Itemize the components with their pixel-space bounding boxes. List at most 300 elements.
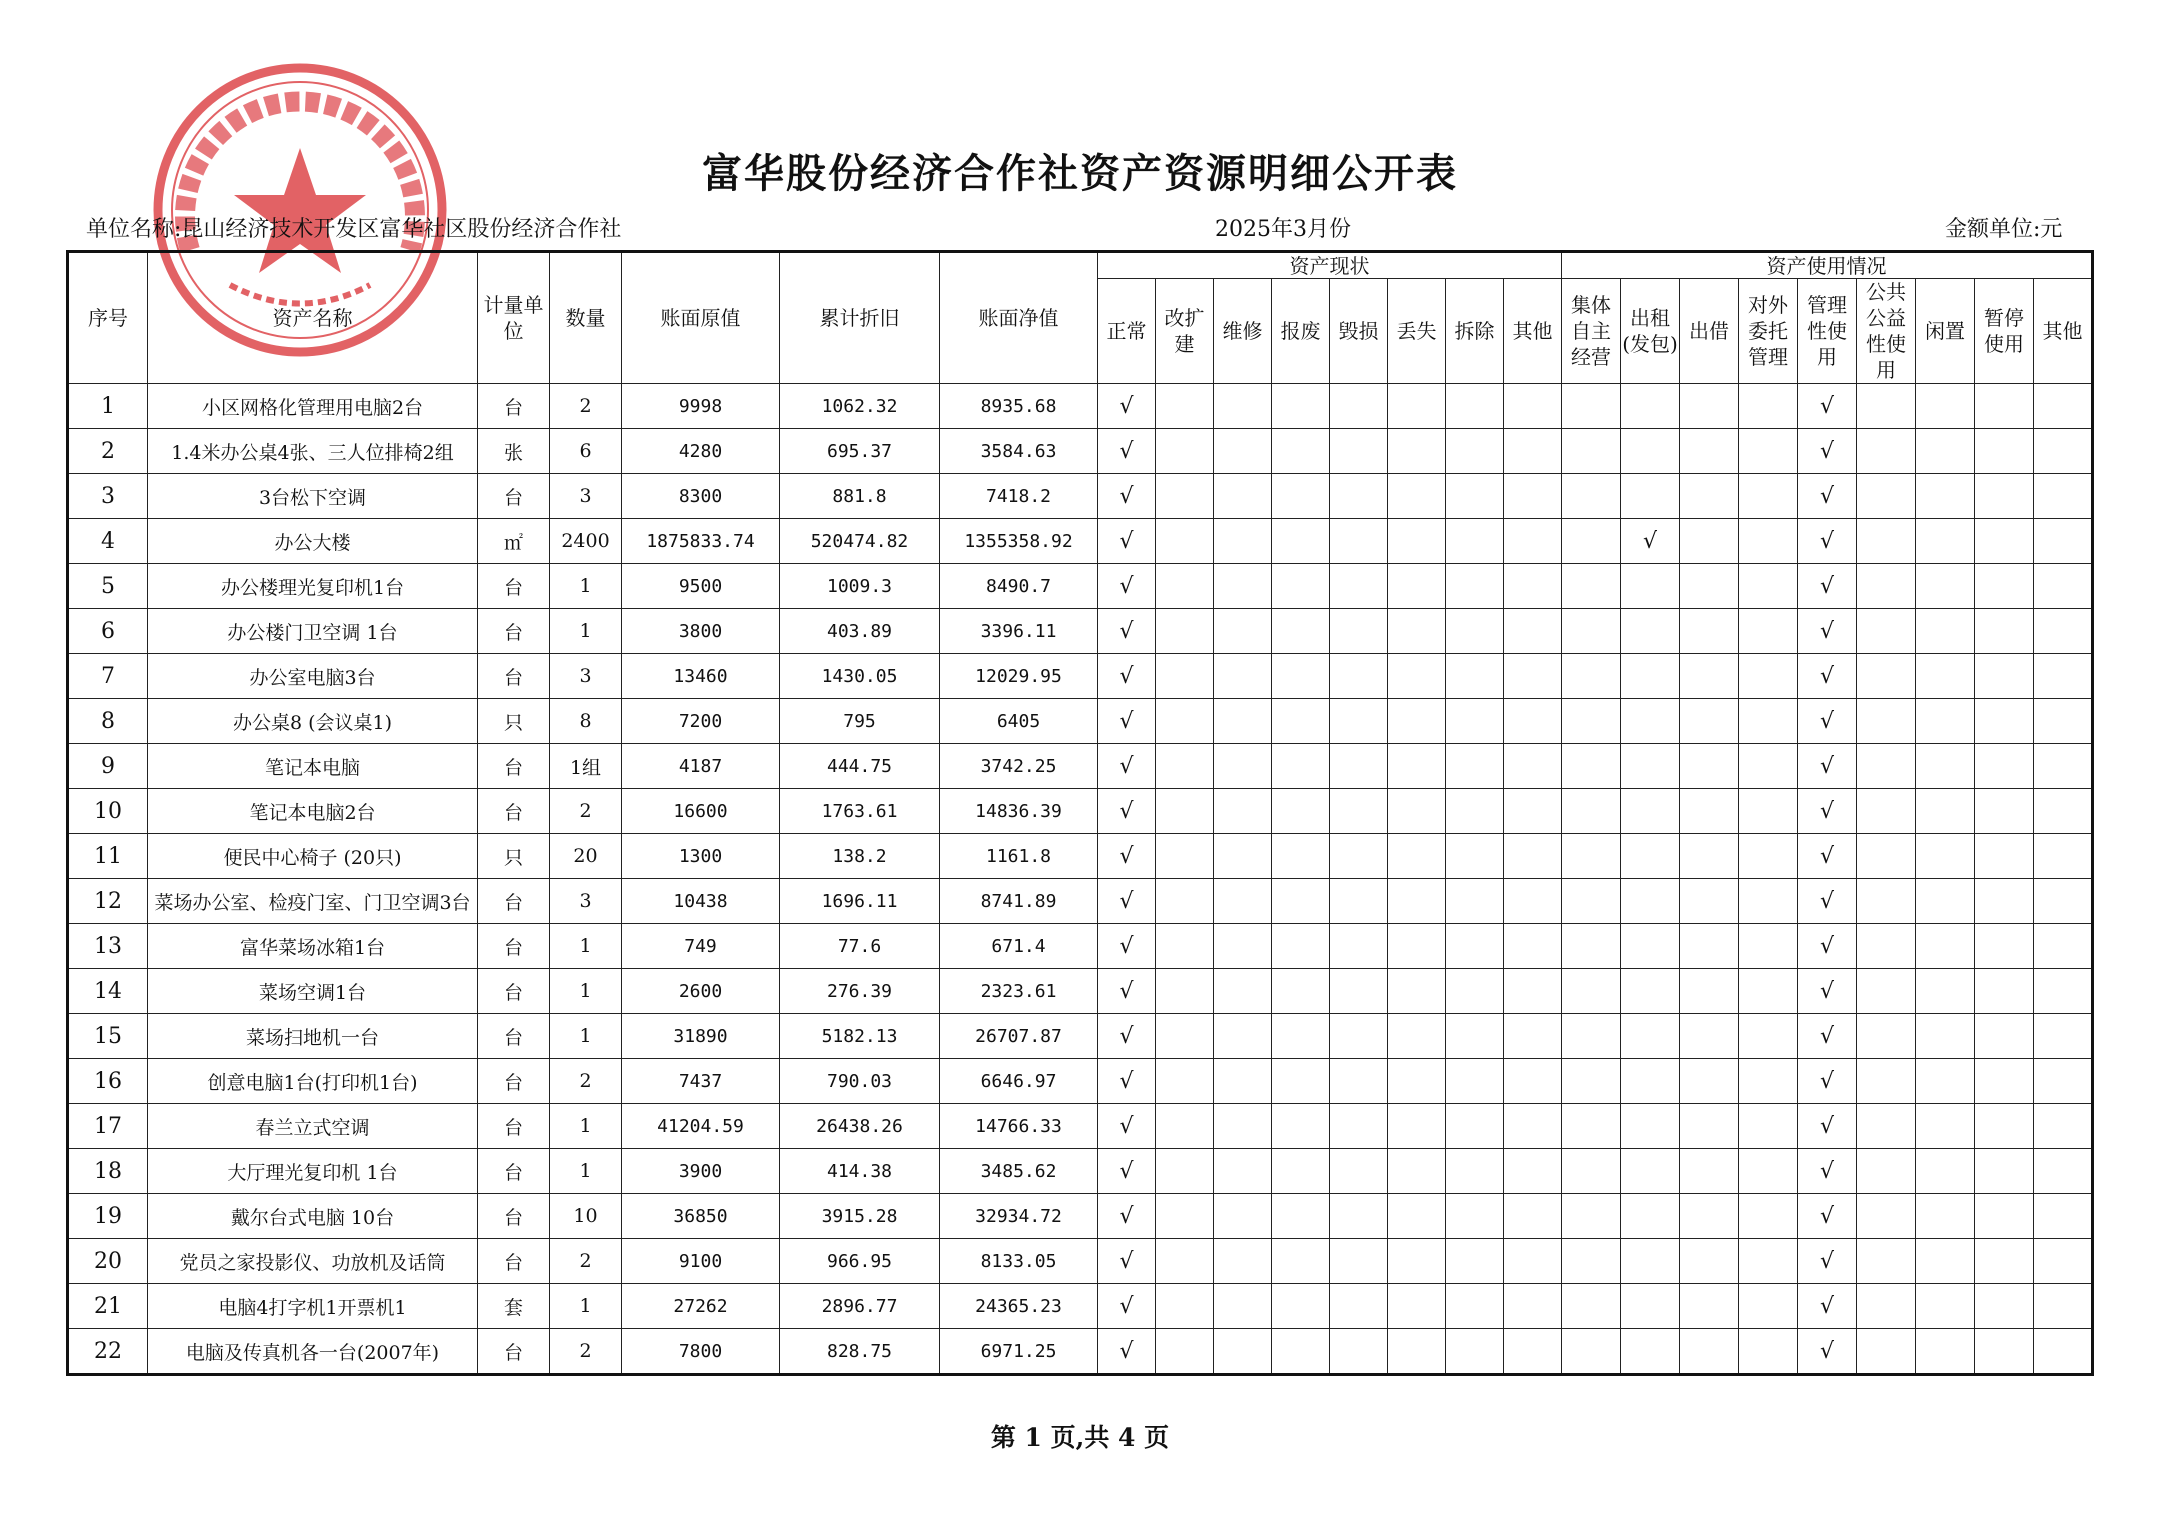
row-original-value: 2600 <box>622 969 780 1014</box>
usage-cell <box>1975 969 2034 1014</box>
usage-cell <box>1739 1284 1798 1329</box>
table-row <box>68 384 2093 429</box>
row-index: 9 <box>68 744 148 789</box>
header-usage-3: 对外委托管理 <box>1739 279 1798 384</box>
table-row <box>68 474 2093 519</box>
status-cell <box>1156 474 1214 519</box>
usage-cell <box>1562 744 1621 789</box>
row-accumulated-depreciation: 966.95 <box>780 1239 940 1284</box>
row-accumulated-depreciation: 138.2 <box>780 834 940 879</box>
usage-check-mark: √ <box>1798 1239 1857 1284</box>
header-status-7: 其他 <box>1504 279 1562 384</box>
status-cell <box>1330 1059 1388 1104</box>
status-check-mark: √ <box>1098 744 1156 789</box>
status-cell <box>1156 384 1214 429</box>
row-original-value: 4187 <box>622 744 780 789</box>
row-quantity: 2 <box>550 384 622 429</box>
usage-check-mark: √ <box>1798 384 1857 429</box>
status-cell <box>1214 1194 1272 1239</box>
row-accumulated-depreciation: 881.8 <box>780 474 940 519</box>
usage-cell <box>2034 1059 2093 1104</box>
status-cell <box>1156 1059 1214 1104</box>
usage-cell <box>1916 384 1975 429</box>
usage-cell <box>1975 1239 2034 1284</box>
usage-cell <box>1680 1104 1739 1149</box>
row-net-value: 671.4 <box>940 924 1098 969</box>
status-cell <box>1272 474 1330 519</box>
row-index: 20 <box>68 1239 148 1284</box>
status-check-mark: √ <box>1098 1104 1156 1149</box>
usage-check-mark: √ <box>1798 564 1857 609</box>
status-cell <box>1272 969 1330 1014</box>
usage-cell <box>1680 1284 1739 1329</box>
status-cell <box>1156 654 1214 699</box>
usage-cell <box>1975 1149 2034 1194</box>
usage-cell <box>1975 609 2034 654</box>
usage-check-mark: √ <box>1798 789 1857 834</box>
status-cell <box>1504 1104 1562 1149</box>
status-cell <box>1446 609 1504 654</box>
usage-cell <box>1621 834 1680 879</box>
usage-cell <box>1621 654 1680 699</box>
status-cell <box>1214 924 1272 969</box>
usage-cell <box>1562 969 1621 1014</box>
usage-cell <box>1739 1329 1798 1375</box>
row-quantity: 20 <box>550 834 622 879</box>
status-cell <box>1214 744 1272 789</box>
status-cell <box>1446 789 1504 834</box>
usage-cell <box>1621 384 1680 429</box>
row-accumulated-depreciation: 695.37 <box>780 429 940 474</box>
status-cell <box>1388 1284 1446 1329</box>
row-accumulated-depreciation: 828.75 <box>780 1329 940 1375</box>
usage-check-mark: √ <box>1798 969 1857 1014</box>
usage-cell <box>1680 1194 1739 1239</box>
usage-cell <box>1916 1284 1975 1329</box>
row-unit: 台 <box>478 924 550 969</box>
row-unit: 台 <box>478 969 550 1014</box>
status-cell <box>1330 924 1388 969</box>
status-cell <box>1504 1059 1562 1104</box>
usage-cell <box>1562 1329 1621 1375</box>
status-check-mark: √ <box>1098 789 1156 834</box>
status-cell <box>1504 1014 1562 1059</box>
usage-cell <box>1975 429 2034 474</box>
table-row <box>68 654 2093 699</box>
status-cell <box>1156 699 1214 744</box>
status-cell <box>1388 1014 1446 1059</box>
row-accumulated-depreciation: 444.75 <box>780 744 940 789</box>
usage-cell <box>1562 519 1621 564</box>
table-row <box>68 1059 2093 1104</box>
status-cell <box>1330 1194 1388 1239</box>
usage-cell <box>1680 924 1739 969</box>
usage-cell <box>1562 384 1621 429</box>
usage-cell <box>1857 1329 1916 1375</box>
usage-cell <box>1562 1284 1621 1329</box>
usage-cell <box>1739 384 1798 429</box>
status-cell <box>1214 1239 1272 1284</box>
usage-cell <box>1857 834 1916 879</box>
row-unit: 台 <box>478 879 550 924</box>
row-original-value: 7200 <box>622 699 780 744</box>
status-cell <box>1388 1059 1446 1104</box>
usage-cell <box>1916 1149 1975 1194</box>
row-unit: 台 <box>478 1194 550 1239</box>
status-cell <box>1388 879 1446 924</box>
row-unit: 台 <box>478 564 550 609</box>
row-quantity: 1 <box>550 1284 622 1329</box>
usage-cell <box>1975 1104 2034 1149</box>
row-asset-name: 电脑及传真机各一台(2007年) <box>148 1329 478 1375</box>
usage-cell <box>1680 564 1739 609</box>
usage-cell <box>1857 744 1916 789</box>
status-cell <box>1214 384 1272 429</box>
row-net-value: 14766.33 <box>940 1104 1098 1149</box>
status-cell <box>1504 789 1562 834</box>
row-asset-name: 办公室电脑3台 <box>148 654 478 699</box>
row-asset-name: 便民中心椅子 (20只) <box>148 834 478 879</box>
status-cell <box>1330 1149 1388 1194</box>
row-quantity: 1 <box>550 1149 622 1194</box>
status-cell <box>1330 429 1388 474</box>
row-net-value: 8490.7 <box>940 564 1098 609</box>
status-cell <box>1446 969 1504 1014</box>
table-row <box>68 519 2093 564</box>
usage-cell <box>1621 969 1680 1014</box>
usage-cell <box>2034 564 2093 609</box>
usage-check-mark: √ <box>1798 1149 1857 1194</box>
table-row <box>68 924 2093 969</box>
table-row <box>68 1284 2093 1329</box>
usage-check-mark: √ <box>1798 744 1857 789</box>
usage-cell <box>2034 1239 2093 1284</box>
row-index: 3 <box>68 474 148 519</box>
asset-ledger-table <box>66 250 2094 1376</box>
usage-cell <box>1739 789 1798 834</box>
status-cell <box>1214 609 1272 654</box>
status-cell <box>1272 834 1330 879</box>
row-accumulated-depreciation: 414.38 <box>780 1149 940 1194</box>
table-row <box>68 969 2093 1014</box>
usage-cell <box>1739 969 1798 1014</box>
status-cell <box>1330 1104 1388 1149</box>
status-cell <box>1330 564 1388 609</box>
row-asset-name: 菜场扫地机一台 <box>148 1014 478 1059</box>
status-cell <box>1330 744 1388 789</box>
usage-cell <box>1975 834 2034 879</box>
status-cell <box>1272 744 1330 789</box>
row-index: 14 <box>68 969 148 1014</box>
usage-cell <box>1739 654 1798 699</box>
usage-cell <box>1621 1149 1680 1194</box>
row-net-value: 8741.89 <box>940 879 1098 924</box>
usage-cell <box>1916 834 1975 879</box>
row-quantity: 1 <box>550 969 622 1014</box>
status-check-mark: √ <box>1098 384 1156 429</box>
row-asset-name: 春兰立式空调 <box>148 1104 478 1149</box>
status-check-mark: √ <box>1098 609 1156 654</box>
usage-cell <box>1975 1329 2034 1375</box>
row-net-value: 8935.68 <box>940 384 1098 429</box>
status-cell <box>1272 654 1330 699</box>
usage-cell <box>1621 564 1680 609</box>
usage-cell <box>1857 654 1916 699</box>
usage-cell <box>1857 1239 1916 1284</box>
table-row <box>68 1104 2093 1149</box>
usage-cell <box>2034 609 2093 654</box>
table-row <box>68 1329 2093 1375</box>
header-status-group: 资产现状 <box>1098 252 1562 279</box>
usage-cell <box>1562 429 1621 474</box>
status-cell <box>1214 1149 1272 1194</box>
header-usage-0: 集体自主经营 <box>1562 279 1621 384</box>
usage-cell <box>1916 969 1975 1014</box>
status-cell <box>1504 699 1562 744</box>
row-original-value: 31890 <box>622 1014 780 1059</box>
usage-cell <box>1857 1059 1916 1104</box>
row-net-value: 1161.8 <box>940 834 1098 879</box>
status-cell <box>1272 519 1330 564</box>
table-row <box>68 609 2093 654</box>
row-original-value: 3900 <box>622 1149 780 1194</box>
row-original-value: 8300 <box>622 474 780 519</box>
status-cell <box>1330 879 1388 924</box>
usage-cell <box>2034 789 2093 834</box>
status-cell <box>1272 429 1330 474</box>
table-row <box>68 744 2093 789</box>
status-cell <box>1156 429 1214 474</box>
usage-cell <box>1916 1329 1975 1375</box>
status-check-mark: √ <box>1098 834 1156 879</box>
row-index: 5 <box>68 564 148 609</box>
row-net-value: 3396.11 <box>940 609 1098 654</box>
usage-cell <box>1857 924 1916 969</box>
usage-check-mark: √ <box>1798 519 1857 564</box>
row-quantity: 3 <box>550 654 622 699</box>
row-net-value: 8133.05 <box>940 1239 1098 1284</box>
usage-cell <box>2034 834 2093 879</box>
row-original-value: 9500 <box>622 564 780 609</box>
usage-cell <box>1680 474 1739 519</box>
status-cell <box>1156 834 1214 879</box>
row-quantity: 2 <box>550 1329 622 1375</box>
row-index: 18 <box>68 1149 148 1194</box>
table-row <box>68 789 2093 834</box>
usage-cell <box>1975 1194 2034 1239</box>
usage-cell <box>2034 1014 2093 1059</box>
status-cell <box>1504 879 1562 924</box>
header-index: 序号 <box>68 252 148 384</box>
usage-cell <box>2034 384 2093 429</box>
row-unit: 台 <box>478 789 550 834</box>
row-unit: 套 <box>478 1284 550 1329</box>
status-check-mark: √ <box>1098 879 1156 924</box>
usage-cell <box>1680 1149 1739 1194</box>
usage-cell <box>1857 429 1916 474</box>
usage-check-mark: √ <box>1798 609 1857 654</box>
row-unit: 台 <box>478 1104 550 1149</box>
status-cell <box>1446 519 1504 564</box>
usage-cell <box>1975 474 2034 519</box>
header-usage-6: 闲置 <box>1916 279 1975 384</box>
row-unit: 只 <box>478 699 550 744</box>
status-cell <box>1156 1284 1214 1329</box>
usage-cell <box>1739 1194 1798 1239</box>
usage-cell <box>1916 1014 1975 1059</box>
status-cell <box>1388 429 1446 474</box>
usage-cell <box>1857 1014 1916 1059</box>
usage-cell <box>1680 744 1739 789</box>
usage-cell <box>1621 1239 1680 1284</box>
status-cell <box>1388 609 1446 654</box>
usage-check-mark: √ <box>1798 699 1857 744</box>
status-cell <box>1504 609 1562 654</box>
usage-cell <box>1916 744 1975 789</box>
row-quantity: 1 <box>550 924 622 969</box>
status-cell <box>1330 1329 1388 1375</box>
report-period: 2025年3月份 <box>1215 217 1351 242</box>
status-cell <box>1388 1104 1446 1149</box>
row-accumulated-depreciation: 77.6 <box>780 924 940 969</box>
row-net-value: 6971.25 <box>940 1329 1098 1375</box>
status-check-mark: √ <box>1098 699 1156 744</box>
status-cell <box>1272 1329 1330 1375</box>
header-status-4: 毁损 <box>1330 279 1388 384</box>
usage-cell <box>1621 1104 1680 1149</box>
status-cell <box>1214 879 1272 924</box>
row-net-value: 6405 <box>940 699 1098 744</box>
status-cell <box>1330 1239 1388 1284</box>
header-status-0: 正常 <box>1098 279 1156 384</box>
page-footer: 第 1 页,共 4 页 <box>990 1423 1170 1452</box>
status-check-mark: √ <box>1098 1284 1156 1329</box>
usage-cell <box>1739 564 1798 609</box>
row-original-value: 3800 <box>622 609 780 654</box>
usage-cell <box>1857 1149 1916 1194</box>
row-index: 19 <box>68 1194 148 1239</box>
row-asset-name: 小区网格化管理用电脑2台 <box>148 384 478 429</box>
usage-cell <box>1680 879 1739 924</box>
row-asset-name: 笔记本电脑2台 <box>148 789 478 834</box>
status-check-mark: √ <box>1098 1059 1156 1104</box>
usage-cell <box>1621 609 1680 654</box>
row-index: 7 <box>68 654 148 699</box>
row-asset-name: 菜场空调1台 <box>148 969 478 1014</box>
usage-check-mark: √ <box>1798 1059 1857 1104</box>
header-original-value: 账面原值 <box>622 252 780 384</box>
status-cell <box>1446 1104 1504 1149</box>
usage-cell <box>1975 564 2034 609</box>
row-unit: 台 <box>478 609 550 654</box>
row-asset-name: 菜场办公室、检疫门室、门卫空调3台 <box>148 879 478 924</box>
row-net-value: 32934.72 <box>940 1194 1098 1239</box>
usage-cell <box>1739 1104 1798 1149</box>
usage-cell <box>1975 1284 2034 1329</box>
status-cell <box>1214 519 1272 564</box>
usage-cell <box>1562 1104 1621 1149</box>
status-cell <box>1330 384 1388 429</box>
status-cell <box>1388 834 1446 879</box>
row-index: 16 <box>68 1059 148 1104</box>
status-cell <box>1446 699 1504 744</box>
usage-cell <box>1975 1014 2034 1059</box>
row-asset-name: 戴尔台式电脑 10台 <box>148 1194 478 1239</box>
row-unit: ㎡ <box>478 519 550 564</box>
row-accumulated-depreciation: 1763.61 <box>780 789 940 834</box>
header-asset-name: 资产名称 <box>148 252 478 384</box>
row-unit: 台 <box>478 654 550 699</box>
status-check-mark: √ <box>1098 1239 1156 1284</box>
status-cell <box>1214 564 1272 609</box>
row-quantity: 2 <box>550 1059 622 1104</box>
usage-cell <box>2034 519 2093 564</box>
row-net-value: 7418.2 <box>940 474 1098 519</box>
table-row <box>68 879 2093 924</box>
status-cell <box>1272 1239 1330 1284</box>
row-index: 8 <box>68 699 148 744</box>
status-cell <box>1504 384 1562 429</box>
status-check-mark: √ <box>1098 969 1156 1014</box>
status-cell <box>1272 699 1330 744</box>
row-unit: 台 <box>478 1014 550 1059</box>
usage-check-mark: √ <box>1798 474 1857 519</box>
status-cell <box>1330 969 1388 1014</box>
usage-cell <box>1916 654 1975 699</box>
row-asset-name: 3台松下空调 <box>148 474 478 519</box>
row-unit: 台 <box>478 1239 550 1284</box>
status-check-mark: √ <box>1098 564 1156 609</box>
usage-cell <box>1621 879 1680 924</box>
header-unit: 计量单位 <box>478 252 550 384</box>
status-cell <box>1214 654 1272 699</box>
table-row <box>68 699 2093 744</box>
status-cell <box>1156 609 1214 654</box>
status-cell <box>1446 564 1504 609</box>
status-cell <box>1330 609 1388 654</box>
row-quantity: 1组 <box>550 744 622 789</box>
row-asset-name: 大厅理光复印机 1台 <box>148 1149 478 1194</box>
status-cell <box>1214 429 1272 474</box>
row-quantity: 1 <box>550 1104 622 1149</box>
status-cell <box>1504 834 1562 879</box>
status-cell <box>1388 744 1446 789</box>
usage-cell <box>1739 1059 1798 1104</box>
row-index: 4 <box>68 519 148 564</box>
usage-check-mark: √ <box>1621 519 1680 564</box>
status-cell <box>1272 609 1330 654</box>
status-cell <box>1156 969 1214 1014</box>
status-cell <box>1272 924 1330 969</box>
usage-cell <box>1916 474 1975 519</box>
usage-cell <box>1562 1059 1621 1104</box>
usage-cell <box>1916 924 1975 969</box>
usage-cell <box>1975 744 2034 789</box>
row-original-value: 41204.59 <box>622 1104 780 1149</box>
status-cell <box>1156 789 1214 834</box>
usage-cell <box>1916 609 1975 654</box>
row-accumulated-depreciation: 1062.32 <box>780 384 940 429</box>
status-check-mark: √ <box>1098 519 1156 564</box>
status-cell <box>1504 564 1562 609</box>
status-cell <box>1388 924 1446 969</box>
status-check-mark: √ <box>1098 924 1156 969</box>
status-cell <box>1214 969 1272 1014</box>
status-cell <box>1504 429 1562 474</box>
usage-cell <box>1975 519 2034 564</box>
status-cell <box>1388 789 1446 834</box>
row-net-value: 26707.87 <box>940 1014 1098 1059</box>
